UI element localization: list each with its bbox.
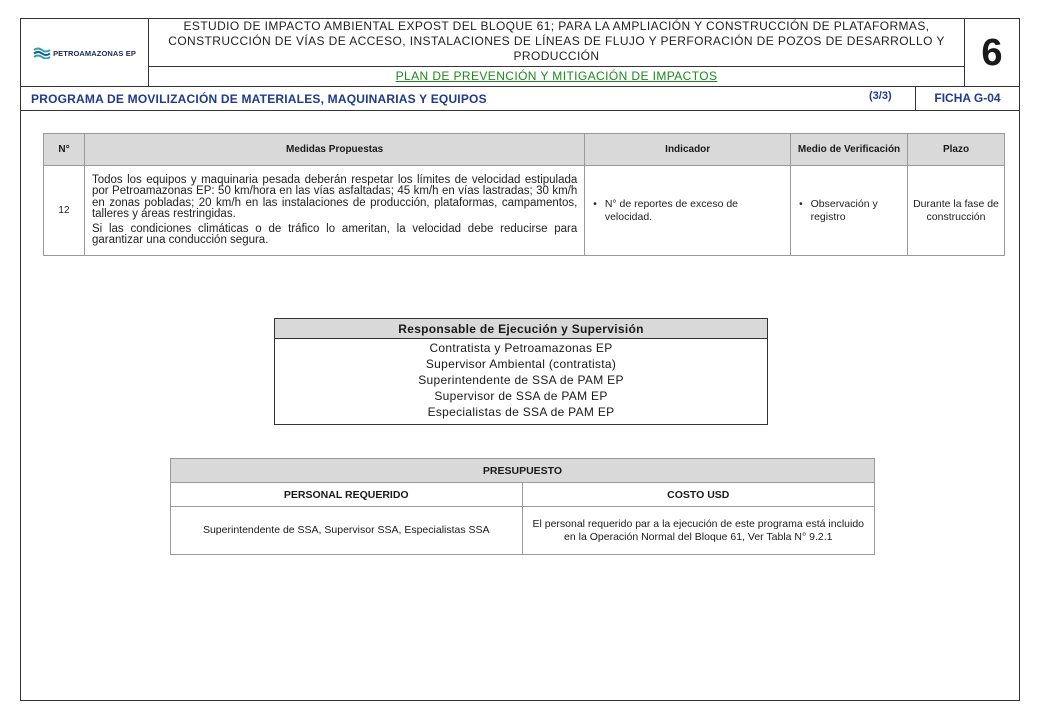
verification-cell [791, 166, 908, 256]
list-item: Superintendente de SSA de PAM EP [418, 373, 624, 387]
responsables-list [275, 339, 767, 420]
document-title: ESTUDIO DE IMPACTO AMBIENTAL EXPOST DEL BLOQUE 61; PARA LA AMPLIACIÓN Y CONSTRUCCIÓN DE PLATAFORMAS, CONSTRUCCIÓN DE VÍAS DE ACCESO, INSTALACIONES DE LÍNEAS DE FLUJO Y PERFORACIÓN DE POZOS DE DESARROLLO Y PRODUCCIÓN [149, 19, 965, 67]
document-header [21, 19, 1019, 87]
measures-header-row [44, 134, 1005, 166]
indicator-text: N° de reportes de exceso de velocidad. [604, 197, 739, 223]
list-item: Especialistas de SSA de PAM EP [427, 405, 615, 419]
col-personal-header: PERSONAL REQUERIDO [171, 483, 523, 507]
list-item: Contratista y Petroamazonas EP [429, 341, 613, 355]
plan-title: PLAN DE PREVENCIÓN Y MITIGACIÓN DE IMPACTOS [149, 67, 965, 87]
list-item: Supervisor de SSA de PAM EP [434, 389, 608, 403]
responsables-box [274, 318, 768, 425]
budget-header-row [171, 483, 875, 507]
list-item [799, 198, 901, 224]
budget-title-row [171, 459, 875, 483]
list-item [593, 198, 784, 224]
responsables-title: Responsable de Ejecución y Supervisión [275, 319, 767, 339]
logo-text: PETROAMAZONAS EP [53, 48, 136, 58]
personal-cell: Superintendente de SSA, Supervisor SSA, Especialistas SSA [171, 507, 523, 555]
table-row [171, 507, 875, 555]
bullet-icon: • [593, 198, 597, 210]
col-num-header: N° [44, 134, 85, 166]
col-costo-header: COSTO USD [522, 483, 874, 507]
budget-table [170, 458, 875, 555]
company-logo [33, 47, 136, 59]
chapter-number-cell [965, 19, 1019, 87]
chapter-number-badge [972, 33, 1012, 73]
program-bar [21, 87, 1019, 111]
wave-logo-icon [33, 47, 51, 59]
deadline-cell: Durante la fase de construcción [908, 166, 1005, 256]
col-plazo-header: Plazo [908, 134, 1005, 166]
logo-cell [21, 19, 149, 87]
indicator-cell [585, 166, 791, 256]
chapter-number: 6 [981, 33, 1003, 73]
table-row [44, 166, 1005, 256]
costo-cell: El personal requerido par a la ejecución de este programa está incluido en la Operación Normal del Bloque 61, Ver Tabla N° 9.2.1 [522, 507, 874, 555]
measure-paragraph: Todos los equipos y maquinaria pesada deberán respetar los límites de velocidad estipulada por Petroamazonas EP: 50 km/hora en las vías asfaltadas; 45 km/h en vías lastradas; 30 km/h en zonas pobladas; 20 km/h en las instalaciones de producción, plataformas, campamentos, talleres y áreas restringidas. [91, 173, 578, 220]
verification-text: Observación y registro [810, 197, 878, 223]
program-title: PROGRAMA DE MOVILIZACIÓN DE MATERIALES, MAQUINARIAS Y EQUIPOS [31, 92, 487, 106]
ficha-code: FICHA G-04 [915, 87, 1019, 110]
list-item: Supervisor Ambiental (contratista) [425, 357, 617, 371]
col-medidas-header: Medidas Propuestas [84, 134, 584, 166]
col-indicador-header: Indicador [585, 134, 791, 166]
measure-description [84, 166, 584, 256]
measure-number: 12 [44, 166, 85, 256]
measures-table [43, 133, 1005, 256]
budget-title: PRESUPUESTO [171, 459, 875, 483]
col-medio-header: Medio de Verificación [791, 134, 908, 166]
measure-paragraph: Si las condiciones climáticas o de tráfico lo ameritan, la velocidad debe reducirse para garantizar una conducción segura. [91, 222, 578, 246]
bullet-icon: • [799, 198, 803, 210]
page-indicator: (3/3) [869, 90, 892, 102]
